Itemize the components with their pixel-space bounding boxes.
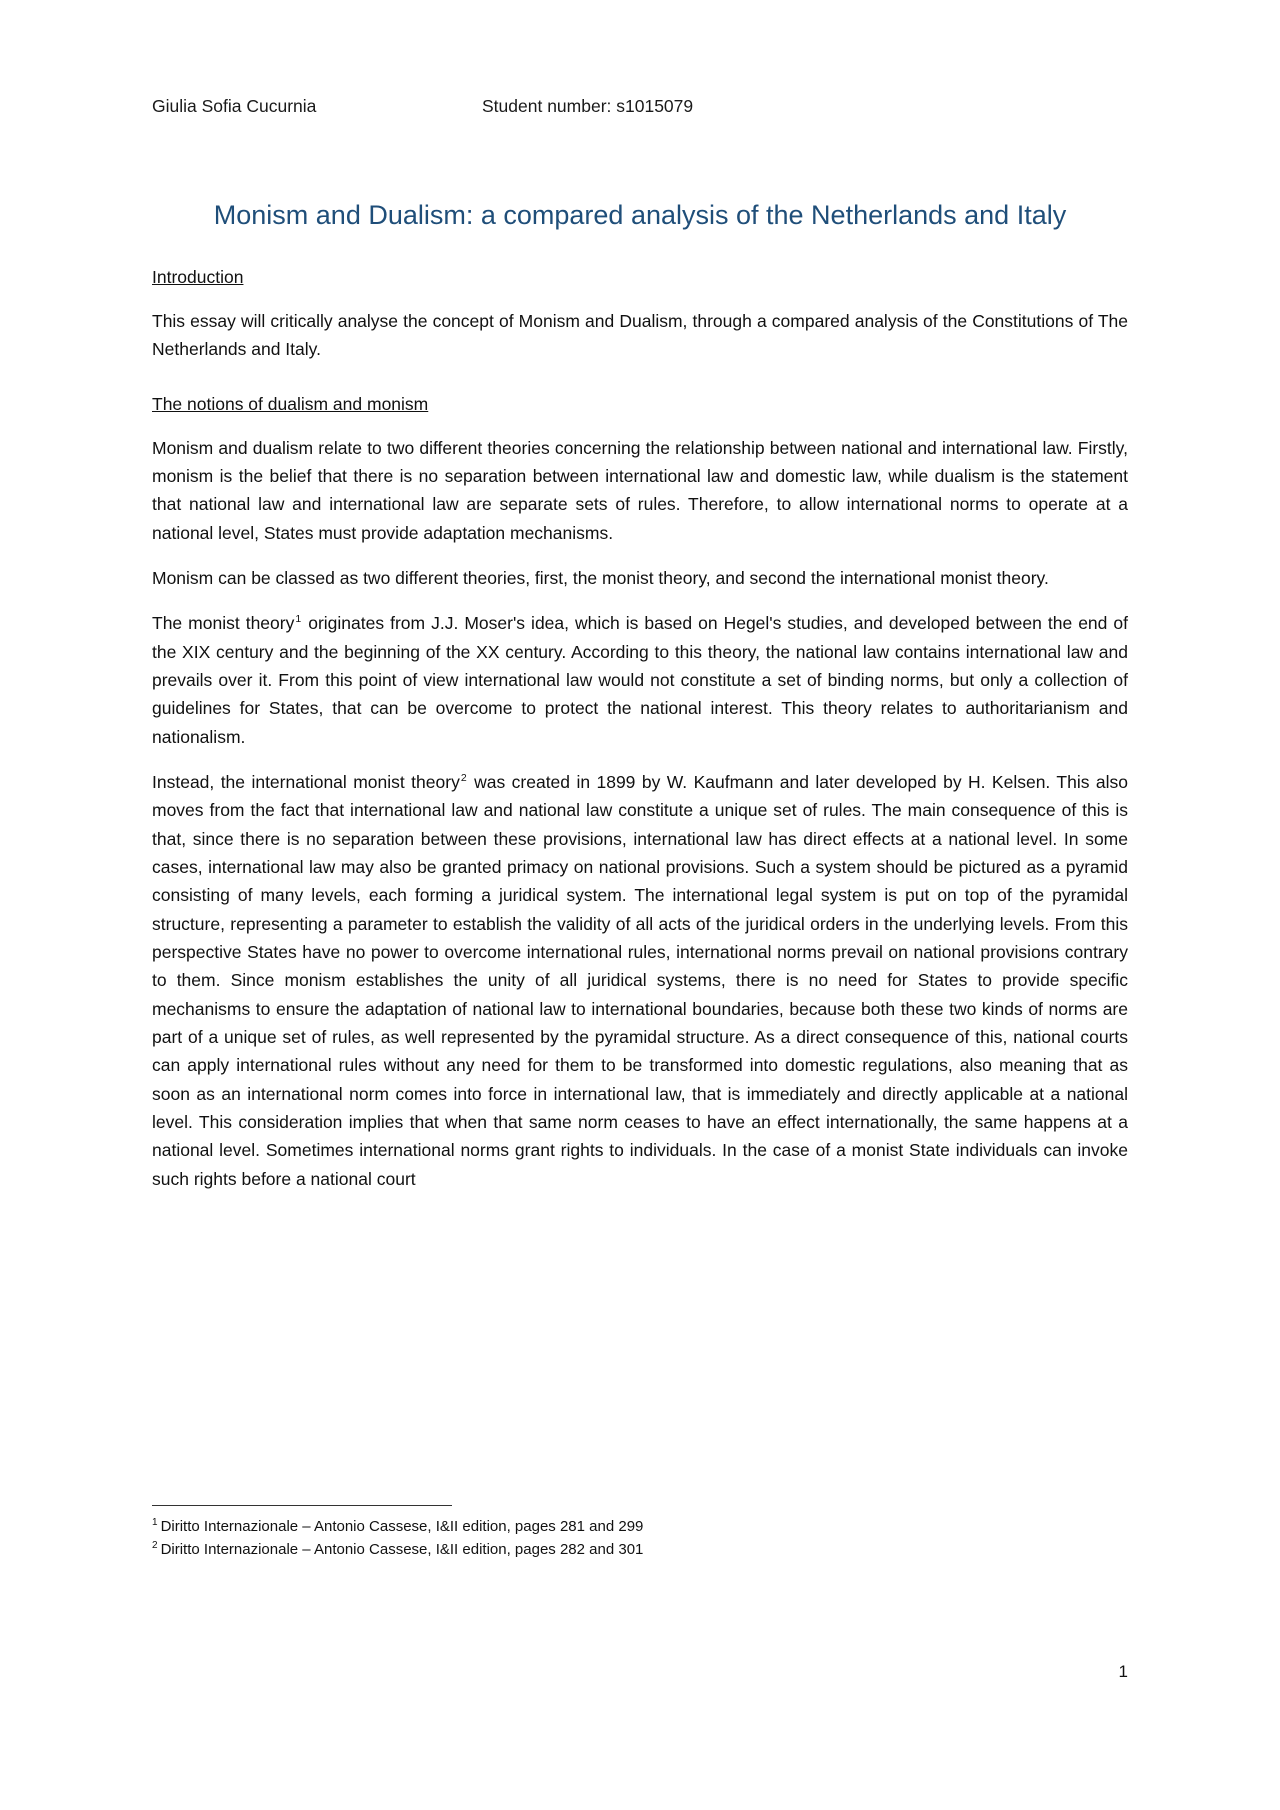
paragraph-monist-theory-after: originates from J.J. Moser's idea, which is based on Hegel's studies, and developed between the end of the XIX century and the beginning of the XX century. According to this theory, the national law contains international law and prevails over it. From this point of view international law would not constitute a set of binding norms, but only a collection of guidelines for States, that can be overcome to protect the national interest. This theory relates to authoritarianism and nationalism. (152, 613, 1128, 747)
footnote-marker-1[interactable]: 1 (295, 613, 302, 626)
paragraph-intro-1: This essay will critically analyse the concept of Monism and Dualism, through a compared analysis of the Constitutions of The Netherlands and Italy. (152, 310, 1128, 360)
paragraph-international-monist-theory (152, 768, 1128, 1193)
footnote-1 (152, 1515, 1128, 1538)
section-heading-introduction: Introduction (152, 266, 244, 287)
footnote-2-marker: 2 (152, 1540, 158, 1552)
footnote-1-marker: 1 (152, 1517, 158, 1528)
header-author: Giulia Sofia Cucurnia (152, 96, 317, 116)
footnote-separator (152, 1505, 452, 1506)
paragraph-notions-1: Monism and dualism relate to two different theories concerning the relationship between national and international law. Firstly, monism is the belief that there is no separation between international law and domestic law, while dualism is the statement that national law and international law are separate sets of rules. Therefore, to allow international norms to operate at a national level, States must provide adaptation mechanisms. (152, 437, 1128, 543)
section-heading-notions: The notions of dualism and monism (152, 393, 429, 414)
page-header (152, 96, 1128, 117)
paragraph-intl-monist-before: Instead, the international monist theory (152, 771, 460, 792)
paragraph-notions-2: Monism can be classed as two different theories, first, the monist theory, and second the international monist theory. (152, 567, 1049, 588)
footnote-area (152, 1505, 1128, 1562)
document-body (152, 96, 1128, 1193)
footnote-1-text: Diritto Internazionale – Antonio Cassese, I&II edition, pages 281 and 299 (160, 1518, 644, 1535)
paragraph-intl-monist-after: was created in 1899 by W. Kaufmann and later developed by H. Kelsen. This also moves from the fact that international law and national law constitute a unique set of rules. The main consequence of this is that, since there is no separation between these provisions, international law has direct effects at a national level. In some cases, international law may also be granted primacy on national provisions. Such a system should be pictured as a pyramid consisting of many levels, each forming a juridical system. The international legal system is put on top of the pyramidal structure, representing a parameter to establish the validity of all acts of the juridical orders in the underlying levels. From this perspective States have no power to overcome international rules, international norms prevail on national provisions contrary to them. Since monism establishes the unity of all juridical systems, there is no need for States to provide specific mechanisms to ensure the adaptation of national law to international boundaries, because both these two kinds of norms are part of a unique set of rules, as well represented by the pyramidal structure. As a direct consequence of this, national courts can apply international rules without any need for them to be transformed into domestic regulations, also meaning that as soon as an international norm comes into force in international law, that is immediately and directly applicable at a national level. This consideration implies that when that same norm ceases to have an effect internationally, the same happens at a national level. Sometimes international norms grant rights to individuals. In the case of a monist State individuals can invoke such rights before a national court (152, 771, 1128, 1189)
paragraph-monist-theory-before: The monist theory (152, 613, 295, 634)
footnote-2 (152, 1538, 1128, 1561)
footnote-marker-2[interactable]: 2 (460, 772, 467, 785)
paragraph-monist-theory (152, 609, 1128, 751)
page-title: Monism and Dualism: a compared analysis of the Netherlands and Italy (213, 200, 1067, 230)
footnote-2-text: Diritto Internazionale – Antonio Cassese, I&II edition, pages 282 and 301 (160, 1541, 644, 1559)
page-number: 1 (1118, 1662, 1128, 1681)
header-student-number: Student number: s1015079 (482, 96, 694, 116)
